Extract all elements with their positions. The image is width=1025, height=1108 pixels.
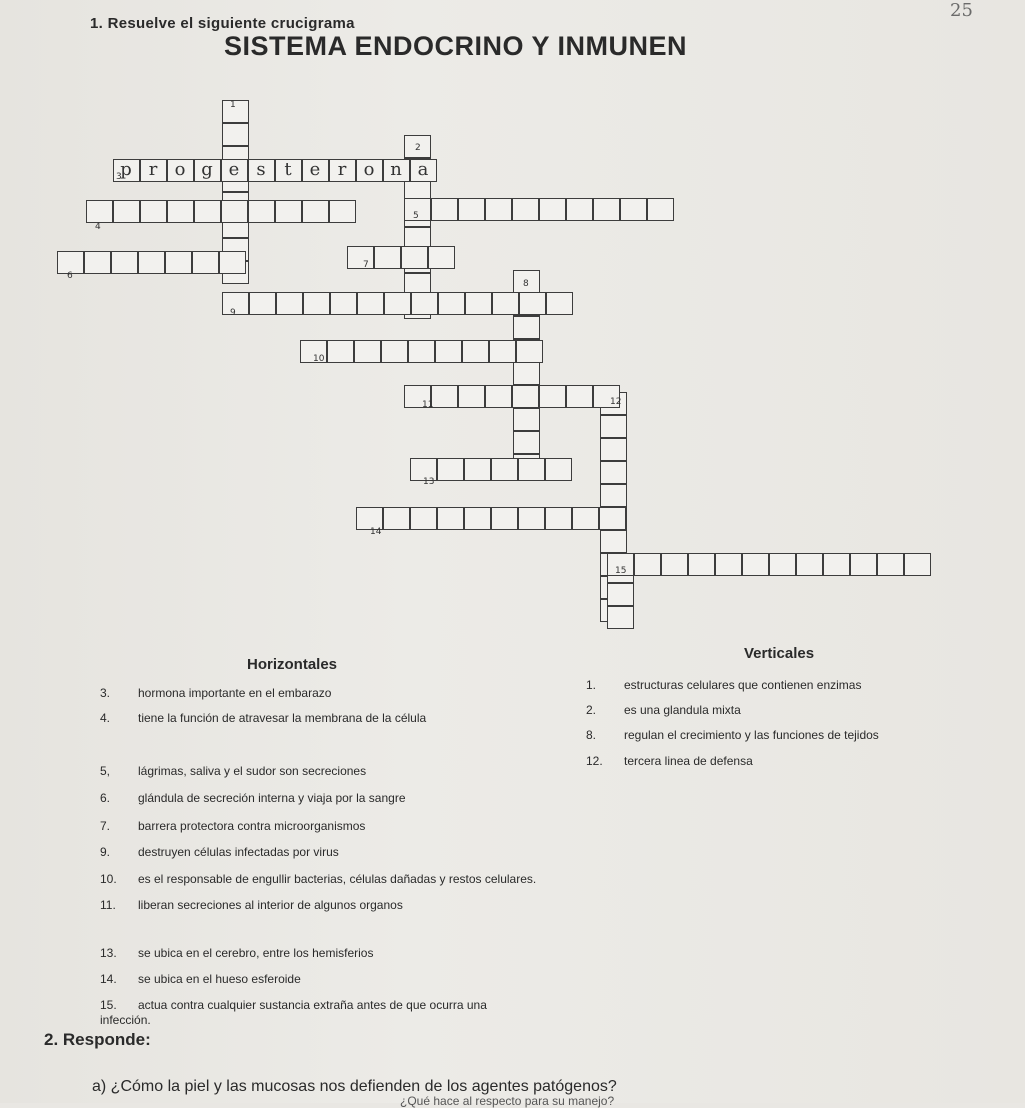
handwritten-letter: r xyxy=(337,159,347,180)
cell-h4[interactable] xyxy=(113,200,140,223)
clue-item-text: es el responsable de engullir bacterias, células dañadas y restos celulares. xyxy=(138,872,537,886)
corner-scribble: 25 xyxy=(950,0,973,21)
clue-item-text: destruyen células infectadas por virus xyxy=(138,845,339,859)
cell-h5[interactable] xyxy=(566,198,593,221)
cell-h4[interactable] xyxy=(329,200,356,223)
clue-number: 12 xyxy=(610,397,622,407)
clue-item xyxy=(100,686,540,701)
clue-item-number: 9. xyxy=(100,845,111,859)
clue-item xyxy=(100,946,540,961)
cell-h15[interactable] xyxy=(715,553,742,576)
clue-item xyxy=(586,703,986,718)
clue-item xyxy=(100,764,540,779)
cell-h10[interactable] xyxy=(435,340,462,363)
cell-h4[interactable] xyxy=(221,200,248,223)
cell-h15[interactable] xyxy=(769,553,796,576)
clue-item-number: 12. xyxy=(586,754,603,768)
cell-h14[interactable] xyxy=(545,507,572,530)
clue-item-text: se ubica en el hueso esferoide xyxy=(138,972,301,986)
cell-h7[interactable] xyxy=(401,246,428,269)
handwritten-letter: p xyxy=(120,159,132,180)
clue-number: 3 xyxy=(116,172,122,182)
cell-h6[interactable] xyxy=(84,251,111,274)
cell-h15[interactable] xyxy=(823,553,850,576)
clue-item xyxy=(100,872,540,887)
cell-h10[interactable] xyxy=(516,340,543,363)
cell-h9[interactable] xyxy=(249,292,276,315)
clue-item-text: tercera linea de defensa xyxy=(624,754,753,768)
cell-h13[interactable] xyxy=(491,458,518,481)
cell-h9[interactable] xyxy=(384,292,411,315)
clue-item-text: lágrimas, saliva y el sudor son secreciones xyxy=(138,764,367,778)
clue-item-text: barrera protectora contra microorganismos xyxy=(138,819,366,833)
clue-item-number: 15. xyxy=(100,998,117,1012)
clue-item-text: liberan secreciones al interior de algunos organos xyxy=(138,898,403,912)
clue-item-number: 11. xyxy=(100,898,116,912)
clue-item-number: 4. xyxy=(100,711,111,725)
cell-h10[interactable] xyxy=(408,340,435,363)
cell-h14[interactable] xyxy=(518,507,545,530)
clue-number: 13 xyxy=(423,477,435,487)
cell-h15[interactable] xyxy=(904,553,931,576)
handwritten-letter: e xyxy=(228,159,240,180)
clue-item-number: 6. xyxy=(100,791,111,805)
cell-h6[interactable] xyxy=(192,251,219,274)
clue-item xyxy=(100,972,540,987)
cell-h4[interactable] xyxy=(140,200,167,223)
cell-h10[interactable] xyxy=(381,340,408,363)
cell-h9[interactable] xyxy=(438,292,465,315)
cell-h7[interactable] xyxy=(374,246,401,269)
cell-v8[interactable] xyxy=(513,362,540,385)
handwritten-letter: r xyxy=(148,159,158,180)
horizontales-heading: Horizontales xyxy=(247,656,338,673)
instruction-text: 1. Resuelve el siguiente crucigrama xyxy=(90,15,355,32)
clue-number: 14 xyxy=(370,527,382,537)
question-a: a) ¿Cómo la piel y las mucosas nos defienden de los agentes patógenos? xyxy=(92,1078,617,1095)
cell-h14[interactable] xyxy=(491,507,518,530)
clue-item-text: actua contra cualquier sustancia extraña antes de que ocurra una infección. xyxy=(100,998,487,1027)
cell-h5[interactable] xyxy=(458,198,485,221)
cell-h4[interactable] xyxy=(248,200,275,223)
clue-item-number: 5, xyxy=(100,764,111,778)
cell-h9[interactable] xyxy=(492,292,519,315)
clue-item-text: hormona importante en el embarazo xyxy=(138,686,332,700)
clue-item xyxy=(100,845,540,860)
cell-h14[interactable] xyxy=(383,507,410,530)
clue-item-number: 8. xyxy=(586,728,597,742)
clue-item xyxy=(100,711,540,726)
clue-number: 7 xyxy=(363,260,369,270)
clue-number: 2 xyxy=(415,143,421,153)
cell-h11[interactable] xyxy=(539,385,566,408)
cell-h13[interactable] xyxy=(518,458,545,481)
cell-v12-tail[interactable] xyxy=(607,583,634,606)
cell-h15[interactable] xyxy=(661,553,688,576)
clue-item xyxy=(100,791,540,806)
cell-v8[interactable] xyxy=(513,431,540,454)
handwritten-letter: o xyxy=(363,159,375,180)
cell-h9[interactable] xyxy=(519,292,546,315)
clue-item xyxy=(586,678,986,693)
cell-v1[interactable] xyxy=(222,123,249,146)
cell-v12[interactable] xyxy=(600,484,627,507)
cell-h11[interactable] xyxy=(566,385,593,408)
cell-v12[interactable] xyxy=(600,438,627,461)
cell-h5[interactable] xyxy=(512,198,539,221)
clue-number: 9 xyxy=(230,308,236,318)
cell-h10[interactable] xyxy=(462,340,489,363)
clue-number: 6 xyxy=(67,271,73,281)
cell-h5[interactable] xyxy=(647,198,674,221)
cell-h11[interactable] xyxy=(485,385,512,408)
cell-v8[interactable] xyxy=(513,316,540,339)
cell-h4[interactable] xyxy=(302,200,329,223)
cell-h10[interactable] xyxy=(354,340,381,363)
cell-h14[interactable] xyxy=(572,507,599,530)
clue-item xyxy=(586,728,986,743)
handwritten-letter: n xyxy=(390,159,402,180)
clue-item xyxy=(100,998,540,1028)
cell-h13[interactable] xyxy=(464,458,491,481)
clue-item-number: 3. xyxy=(100,686,111,700)
cell-h9[interactable] xyxy=(411,292,438,315)
clue-item xyxy=(100,819,540,834)
cell-h4[interactable] xyxy=(275,200,302,223)
handwritten-letter: o xyxy=(174,159,186,180)
clue-item-text: regulan el crecimiento y las funciones de tejidos xyxy=(624,728,879,742)
verticales-heading: Verticales xyxy=(744,645,815,662)
clue-item-number: 10. xyxy=(100,872,117,886)
cell-h10[interactable] xyxy=(327,340,354,363)
cell-h9[interactable] xyxy=(330,292,357,315)
clue-number: 5 xyxy=(413,211,419,221)
cell-v12-tail[interactable] xyxy=(607,606,634,629)
cell-h15[interactable] xyxy=(742,553,769,576)
cell-h4[interactable] xyxy=(194,200,221,223)
clue-item xyxy=(100,898,540,913)
cell-h9[interactable] xyxy=(465,292,492,315)
cell-h15[interactable] xyxy=(688,553,715,576)
cell-h6[interactable] xyxy=(165,251,192,274)
handwritten-letter: a xyxy=(417,159,429,180)
clue-number: 8 xyxy=(523,279,529,289)
cell-h11[interactable] xyxy=(431,385,458,408)
cell-h11[interactable] xyxy=(458,385,485,408)
cell-h15[interactable] xyxy=(877,553,904,576)
clue-number: 15 xyxy=(615,566,627,576)
clue-item xyxy=(586,754,986,769)
clue-number: 1 xyxy=(230,100,236,110)
handwritten-letter: t xyxy=(284,159,292,180)
cell-h9[interactable] xyxy=(303,292,330,315)
cell-h9[interactable] xyxy=(357,292,384,315)
clue-item-text: estructuras celulares que contienen enzimas xyxy=(624,678,862,692)
clue-item-number: 2. xyxy=(586,703,597,717)
handwritten-letter: s xyxy=(256,159,266,180)
cell-h5[interactable] xyxy=(485,198,512,221)
cell-h5[interactable] xyxy=(593,198,620,221)
cell-h14[interactable] xyxy=(410,507,437,530)
cell-h5[interactable] xyxy=(620,198,647,221)
cell-h4[interactable] xyxy=(167,200,194,223)
cell-h15[interactable] xyxy=(634,553,661,576)
clue-item-number: 13. xyxy=(100,946,117,960)
cell-h6[interactable] xyxy=(111,251,138,274)
handwritten-letter: g xyxy=(201,159,213,180)
cell-h5[interactable] xyxy=(431,198,458,221)
cell-v12[interactable] xyxy=(600,415,627,438)
cell-h9[interactable] xyxy=(276,292,303,315)
handwritten-letter: e xyxy=(309,159,321,180)
clue-item-number: 14. xyxy=(100,972,117,986)
clue-number: 11 xyxy=(422,400,434,410)
cell-h13[interactable] xyxy=(437,458,464,481)
clue-item-text: tiene la función de atravesar la membrana de la célula xyxy=(138,711,427,725)
clue-number: 10 xyxy=(313,354,325,364)
cell-h15[interactable] xyxy=(850,553,877,576)
clue-number: 4 xyxy=(95,222,101,232)
cell-h15[interactable] xyxy=(796,553,823,576)
cell-h6[interactable] xyxy=(138,251,165,274)
cell-h14[interactable] xyxy=(464,507,491,530)
cell-h10[interactable] xyxy=(489,340,516,363)
cell-v8[interactable] xyxy=(513,408,540,431)
cell-h11[interactable] xyxy=(512,385,539,408)
cell-h9[interactable] xyxy=(546,292,573,315)
cell-h6[interactable] xyxy=(219,251,246,274)
cell-v12[interactable] xyxy=(600,461,627,484)
cell-h7[interactable] xyxy=(428,246,455,269)
cell-h4[interactable] xyxy=(86,200,113,223)
cell-h14[interactable] xyxy=(599,507,626,530)
cell-h5[interactable] xyxy=(539,198,566,221)
cell-v12[interactable] xyxy=(600,530,627,553)
cell-h13[interactable] xyxy=(545,458,572,481)
clue-item-text: se ubica en el cerebro, entre los hemisferios xyxy=(138,946,374,960)
question-b: ¿Qué hace al respecto para su manejo? xyxy=(400,1094,615,1108)
page-title: SISTEMA ENDOCRINO Y INMUNEN xyxy=(224,31,688,61)
cell-h14[interactable] xyxy=(437,507,464,530)
clue-item-text: es una glandula mixta xyxy=(624,703,741,717)
clue-item-number: 7. xyxy=(100,819,111,833)
section-2-title: 2. Responde: xyxy=(44,1030,151,1049)
clue-item-text: glándula de secreción interna y viaja por la sangre xyxy=(138,791,406,805)
cell-h7[interactable] xyxy=(347,246,374,269)
clue-item-number: 1. xyxy=(586,678,597,692)
